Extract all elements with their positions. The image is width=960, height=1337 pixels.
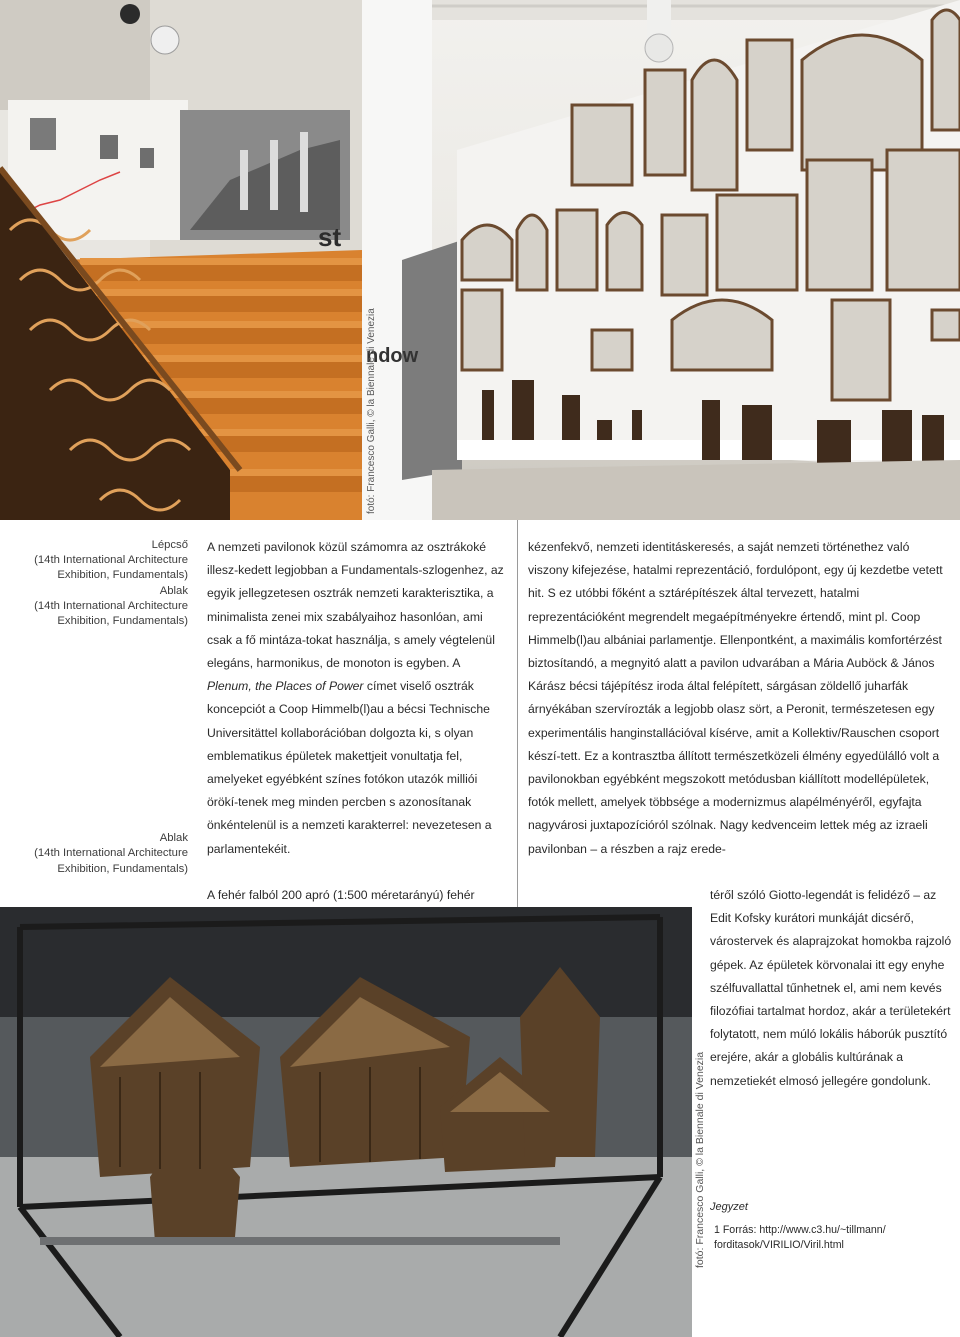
caption-title: Lépcső xyxy=(151,539,188,551)
article-text: címet viselő osztrák koncepciót a Coop Himmelb(l)au a bécsi Technische Universitättel kollaborációban dolgozta ki, s olyan emblematikus épületek makettjeit vonultatja fel, amelyeket egyébként színes fotókon utazók milliói örökí-tenek meg minden percben s azonosítanak önkéntelenül is a nemzeti karakterrel: nevezetesen a parlamentekéit. xyxy=(207,679,492,856)
vitrine-illustration xyxy=(0,907,692,1337)
staircase-photo xyxy=(0,0,362,520)
windows-photo xyxy=(362,0,960,520)
article-title-italic: Plenum, the Places of Power xyxy=(207,679,364,694)
article-paragraph: kézenfekvő, nemzeti identitáskeresés, a saját nemzeti történethez való viszony kifejezése, hatalmi reprezentáció, fordulópont, egy új kezdetbe vetett hit. S ez utóbbi főként a sztárépítészek által tervezett, hatalmi reprezentációként megrendelt megaépítményekre értendő, mint pl. Coop Himmelb(l)au albániai parlamentje. Ellenpontként, a maximális komfortérzést biztosítandó, a megnyitó alatt a pavilon udvarában a Mária Auböck & János Kárász bécsi tájépítész iroda által felépített, sárgásan zöldellő juharfák árnyékában szervírozták a legjobb olasz sört, a Peronit, természetesen egy experimentális hanginstallációval kísérve, amit a Kollektiv/Rauschen csoport készí-tett. Ez a kontrasztba állított természetközeli élmény egyedülálló volt a pavilonokban egyébként megszokott metódusban kiállított modellépületek, fotók mellett, amelyek többsége a modernizmus alapélményéről, egyfajta nagyvárosi juxtapozícióról szólnak. Nagy kedvenceim lettek még az izraeli pavilonban – a részben a rajz erede- xyxy=(528,540,943,856)
article-column-right xyxy=(528,536,948,861)
photo-credit-bottom: fotó: Francesco Galli, © la Biennale di Venezia xyxy=(694,1051,706,1268)
caption-staircase xyxy=(20,538,188,584)
window-sign-text: ndow xyxy=(366,345,419,367)
caption-subtitle: (14th International Architecture Exhibition, Fundamentals) xyxy=(34,847,188,875)
article-paragraph: A fehér falból 200 apró (1:500 méretarányú) fehér xyxy=(207,887,475,902)
article-paragraph xyxy=(207,536,507,861)
caption-title: Ablak xyxy=(159,832,188,845)
article-text: A nemzeti pavilonok közül számomra az osztrákoké illesz-kedett legjobban a Fundamentals-szlogenhez, az egyik jellegzetesen osztrák nemzeti karakterisztika, a minimalista zenei mix szabályaihoz hasonlóan, ami csak a fő mintáza-tokat használja, s amely végtelenül elegáns, harmonikus, de monoton is egyben. A xyxy=(207,540,504,671)
captions xyxy=(20,538,188,877)
footnotes-title: Jegyzet xyxy=(710,1201,748,1213)
windows-illustration xyxy=(362,0,960,520)
photo-credit-top: fotó: Francesco Galli, © la Biennale di Venezia xyxy=(366,308,377,514)
footnote-item: 1 Forrás: http://www.c3.hu/~tillmann/ forditasok/VIRILIO/Viril.html xyxy=(714,1224,886,1251)
staircase-illustration xyxy=(0,0,362,520)
caption-subtitle: (14th International Architecture Exhibition, Fundamentals) xyxy=(34,599,188,628)
article-paragraph: téről szóló Giotto-legendát is felidéző – az Edit Kofsky kurátori munkáját dicsérő, várostervek és alaprajzokat homokba rajzoló gépek. Az épületek körvonalai itt egy enyhe szélfuvallattal tűnhetnek el, ami nem kevés filozófiai tartalmat hordoz, akár a területekért folytatott, nem múló lokális háborúk pusztító erejére, akár a globális kultúrának a nemzetiekét elmosó jellegére gondolunk. xyxy=(710,888,952,1088)
caption-window-bottom xyxy=(20,831,188,877)
caption-subtitle: (14th International Architecture Exhibition, Fundamentals) xyxy=(34,554,188,582)
article-column-right-continued xyxy=(710,884,952,1093)
caption-title: Ablak xyxy=(159,584,188,597)
vitrine-photo xyxy=(0,907,692,1337)
stair-sign-text: st xyxy=(318,222,342,252)
column-divider xyxy=(517,520,518,907)
footnotes xyxy=(710,1200,950,1253)
caption-window-top xyxy=(20,584,188,630)
